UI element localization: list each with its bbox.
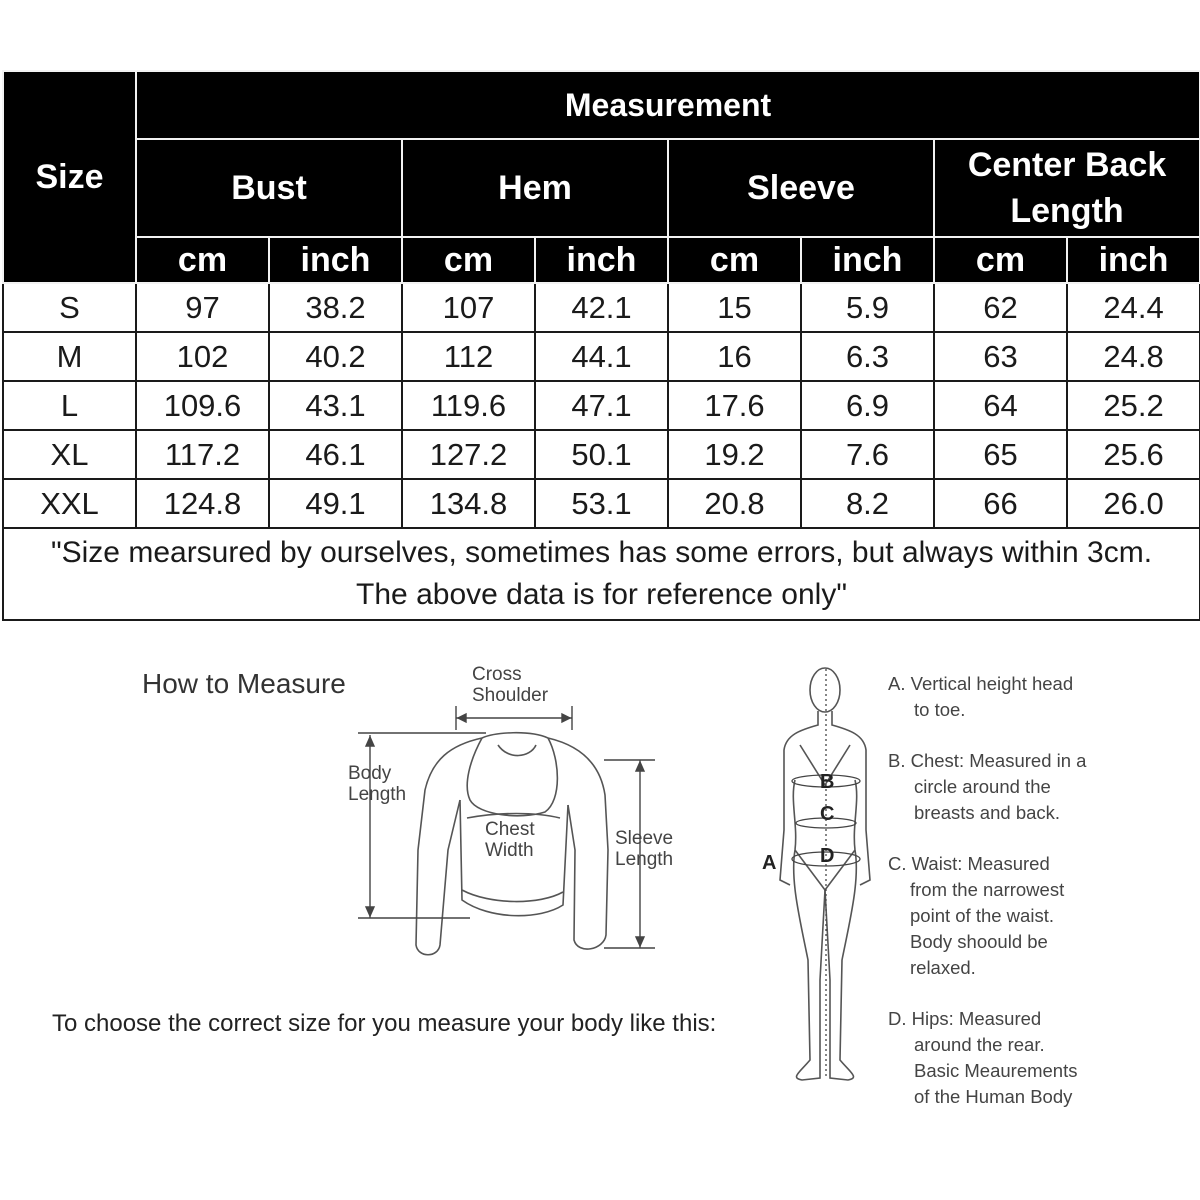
legend-line: circle around the bbox=[914, 776, 1051, 797]
table-cell: 134.8 bbox=[402, 479, 535, 528]
legend-height bbox=[888, 671, 1148, 723]
legend-waist bbox=[888, 851, 1148, 981]
body-letter-d: D bbox=[820, 845, 835, 867]
table-cell: 124.8 bbox=[136, 479, 269, 528]
table-cell: 5.9 bbox=[801, 283, 934, 332]
table-cell: 6.9 bbox=[801, 381, 934, 430]
size-header: Size bbox=[3, 71, 136, 283]
table-cell: 64 bbox=[934, 381, 1067, 430]
hem-inch-header: inch bbox=[535, 237, 668, 283]
table-cell: 42.1 bbox=[535, 283, 668, 332]
legend-line: C. Waist: Measured bbox=[888, 853, 1050, 874]
label-line: Width bbox=[485, 840, 534, 861]
legend-line: of the Human Body bbox=[914, 1086, 1073, 1107]
table-cell: 19.2 bbox=[668, 430, 801, 479]
sleeve-inch-header: inch bbox=[801, 237, 934, 283]
length-inch-header: inch bbox=[1067, 237, 1200, 283]
table-cell: 127.2 bbox=[402, 430, 535, 479]
table-cell: 119.6 bbox=[402, 381, 535, 430]
table-cell: 50.1 bbox=[535, 430, 668, 479]
body-letter-b: B bbox=[820, 771, 835, 793]
body-letter-a: A bbox=[762, 852, 777, 874]
chest-width-label bbox=[485, 819, 535, 861]
legend-line: point of the waist. bbox=[910, 905, 1054, 926]
legend-line: Basic Meaurements bbox=[914, 1060, 1078, 1081]
bust-inch-header: inch bbox=[269, 237, 402, 283]
sleeve-length-label bbox=[615, 828, 673, 870]
size-cell: XL bbox=[3, 430, 136, 479]
table-cell: 46.1 bbox=[269, 430, 402, 479]
table-cell: 47.1 bbox=[535, 381, 668, 430]
hem-cm-header: cm bbox=[402, 237, 535, 283]
legend-hips bbox=[888, 1006, 1148, 1110]
table-cell: 16 bbox=[668, 332, 801, 381]
how-to-measure-title: How to Measure bbox=[142, 668, 346, 699]
bust-header: Bust bbox=[136, 139, 402, 237]
table-cell: 7.6 bbox=[801, 430, 934, 479]
legend-line: around the rear. bbox=[914, 1034, 1045, 1055]
table-cell: 62 bbox=[934, 283, 1067, 332]
label-line: Body bbox=[348, 763, 392, 784]
table-cell: 107 bbox=[402, 283, 535, 332]
bust-cm-header: cm bbox=[136, 237, 269, 283]
table-cell: 25.6 bbox=[1067, 430, 1200, 479]
table-cell: 26.0 bbox=[1067, 479, 1200, 528]
label-line: Cross bbox=[472, 664, 522, 685]
table-cell: 15 bbox=[668, 283, 801, 332]
label-line: Shoulder bbox=[472, 685, 549, 706]
legend-chest bbox=[888, 748, 1148, 826]
table-cell: 49.1 bbox=[269, 479, 402, 528]
body-figure-illustration bbox=[780, 668, 870, 1080]
table-cell: 24.4 bbox=[1067, 283, 1200, 332]
cross-shoulder-label bbox=[472, 664, 548, 706]
table-cell: 53.1 bbox=[535, 479, 668, 528]
table-cell: 20.8 bbox=[668, 479, 801, 528]
table-cell: 43.1 bbox=[269, 381, 402, 430]
measurement-header: Measurement bbox=[136, 71, 1200, 139]
length-cm-header: cm bbox=[934, 237, 1067, 283]
table-cell: 66 bbox=[934, 479, 1067, 528]
size-cell: L bbox=[3, 381, 136, 430]
table-cell: 38.2 bbox=[269, 283, 402, 332]
table-cell: 65 bbox=[934, 430, 1067, 479]
legend-line: to toe. bbox=[914, 699, 966, 720]
note-line-2: The above data is for reference only" bbox=[356, 578, 847, 611]
size-cell: XXL bbox=[3, 479, 136, 528]
label-line: Chest bbox=[485, 819, 535, 840]
table-cell: 6.3 bbox=[801, 332, 934, 381]
body-length-label bbox=[348, 763, 406, 805]
label-line: Length bbox=[348, 784, 407, 805]
size-cell: M bbox=[3, 332, 136, 381]
label-line: Sleeve bbox=[615, 828, 674, 849]
body-letter-c: C bbox=[820, 803, 835, 825]
legend-line: B. Chest: Measured in a bbox=[888, 750, 1087, 771]
table-cell: 63 bbox=[934, 332, 1067, 381]
hem-header: Hem bbox=[402, 139, 668, 237]
sleeve-header: Sleeve bbox=[668, 139, 934, 237]
measure-instruction: To choose the correct size for you measure your body like this: bbox=[52, 1010, 717, 1037]
sleeve-cm-header: cm bbox=[668, 237, 801, 283]
table-cell: 44.1 bbox=[535, 332, 668, 381]
table-cell: 102 bbox=[136, 332, 269, 381]
table-cell: 97 bbox=[136, 283, 269, 332]
legend-line: relaxed. bbox=[910, 957, 976, 978]
label-line: Length bbox=[615, 849, 674, 870]
table-cell: 117.2 bbox=[136, 430, 269, 479]
note-line-1: "Size mearsured by ourselves, sometimes has some errors, but always within 3cm. bbox=[50, 536, 1153, 569]
table-cell: 40.2 bbox=[269, 332, 402, 381]
table-cell: 25.2 bbox=[1067, 381, 1200, 430]
table-cell: 112 bbox=[402, 332, 535, 381]
legend-line: from the narrowest bbox=[910, 879, 1065, 900]
table-cell: 17.6 bbox=[668, 381, 801, 430]
table-cell: 8.2 bbox=[801, 479, 934, 528]
center-back-length-header: Center Back Length bbox=[934, 139, 1200, 237]
size-cell: S bbox=[3, 283, 136, 332]
legend-line: D. Hips: Measured bbox=[888, 1008, 1042, 1029]
table-cell: 109.6 bbox=[136, 381, 269, 430]
legend-line: A. Vertical height head bbox=[888, 673, 1074, 694]
table-cell: 24.8 bbox=[1067, 332, 1200, 381]
legend-line: breasts and back. bbox=[914, 802, 1061, 823]
legend-line: Body shoould be bbox=[910, 931, 1048, 952]
